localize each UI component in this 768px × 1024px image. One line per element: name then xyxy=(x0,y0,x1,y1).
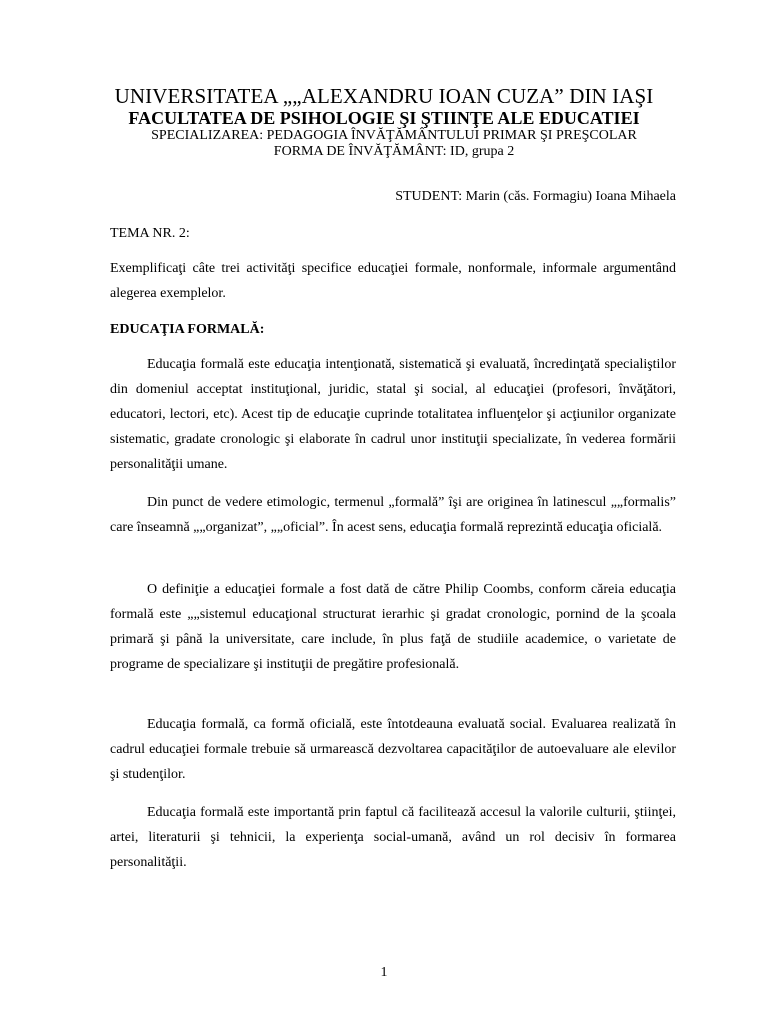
student-name: STUDENT: Marin (căs. Formagiu) Ioana Mihaela xyxy=(395,189,676,204)
university-title: UNIVERSITATEA „„ALEXANDRU IOAN CUZA” DIN IAŞI xyxy=(114,84,654,108)
paragraph-5: Educaţia formală este importantă prin faptul că facilitează accesul la valorile culturii, ştiinţei, artei, literaturii şi tehnicii, la experienţa social-umană, având un rol decisiv în formarea personalităţii. xyxy=(110,805,676,870)
study-form-line: FORMA DE ÎNVĂŢĂMÂNT: ID, grupa 2 xyxy=(273,144,515,159)
page-number: 1 xyxy=(380,965,388,980)
section-title: EDUCAŢIA FORMALĂ: xyxy=(110,322,265,337)
faculty-title: FACULTATEA DE PSIHOLOGIE ŞI ŞTIINŢE ALE EDUCATIEI xyxy=(128,108,640,128)
paragraph-3: O definiţie a educaţiei formale a fost dată de către Philip Coombs, conform căreia educaţia formală este „„sistemul educaţional structurat ierarhic şi gradat cronologic, pornind de la şcoala primară şi până la universitate, care include, în plus faţă de studiile academice, o varietate de programe de specializare şi instituţii de pregătire profesională. xyxy=(110,582,676,672)
paragraph-1: Educaţia formală este educaţia intenţionată, sistematică şi evaluată, încredinţată specialiştilor din domeniul acceptat instituţional, juridic, statal şi social, al educaţiei (profesori, învăţători, educatori, lectori, etc). Acest tip de educaţie cuprinde totalitatea influenţelor şi acţiunilor organizate sistematic, gradate cronologic şi elaborate în cadrul unor instituţii specializate, în vederea formării personalităţii umane. xyxy=(110,357,676,472)
paragraph-4: Educaţia formală, ca formă oficială, este întotdeauna evaluată social. Evaluarea realizată în cadrul educaţiei formale trebuie să urmarească dezvoltarea capacităţilor de autoevaluare ale elevilor şi studenţilor. xyxy=(110,717,676,782)
document-header xyxy=(0,84,768,160)
assignment-number: TEMA NR. 2: xyxy=(110,226,190,241)
specialization-line: SPECIALIZAREA: PEDAGOGIA ÎNVĂŢĂMÂNTULUI PRIMAR ŞI PREŞCOLAR xyxy=(151,128,637,143)
assignment-task: Exemplificaţi câte trei activităţi specifice educaţiei formale, nonformale, informale argumentând alegerea exemplelor. xyxy=(110,261,676,301)
paragraph-2: Din punct de vedere etimologic, termenul „formală” îşi are originea în latinescul „„formalis” care înseamnă „„organizat”, „„oficial”. În acest sens, educaţia formală reprezintă educaţia oficială. xyxy=(110,495,676,535)
